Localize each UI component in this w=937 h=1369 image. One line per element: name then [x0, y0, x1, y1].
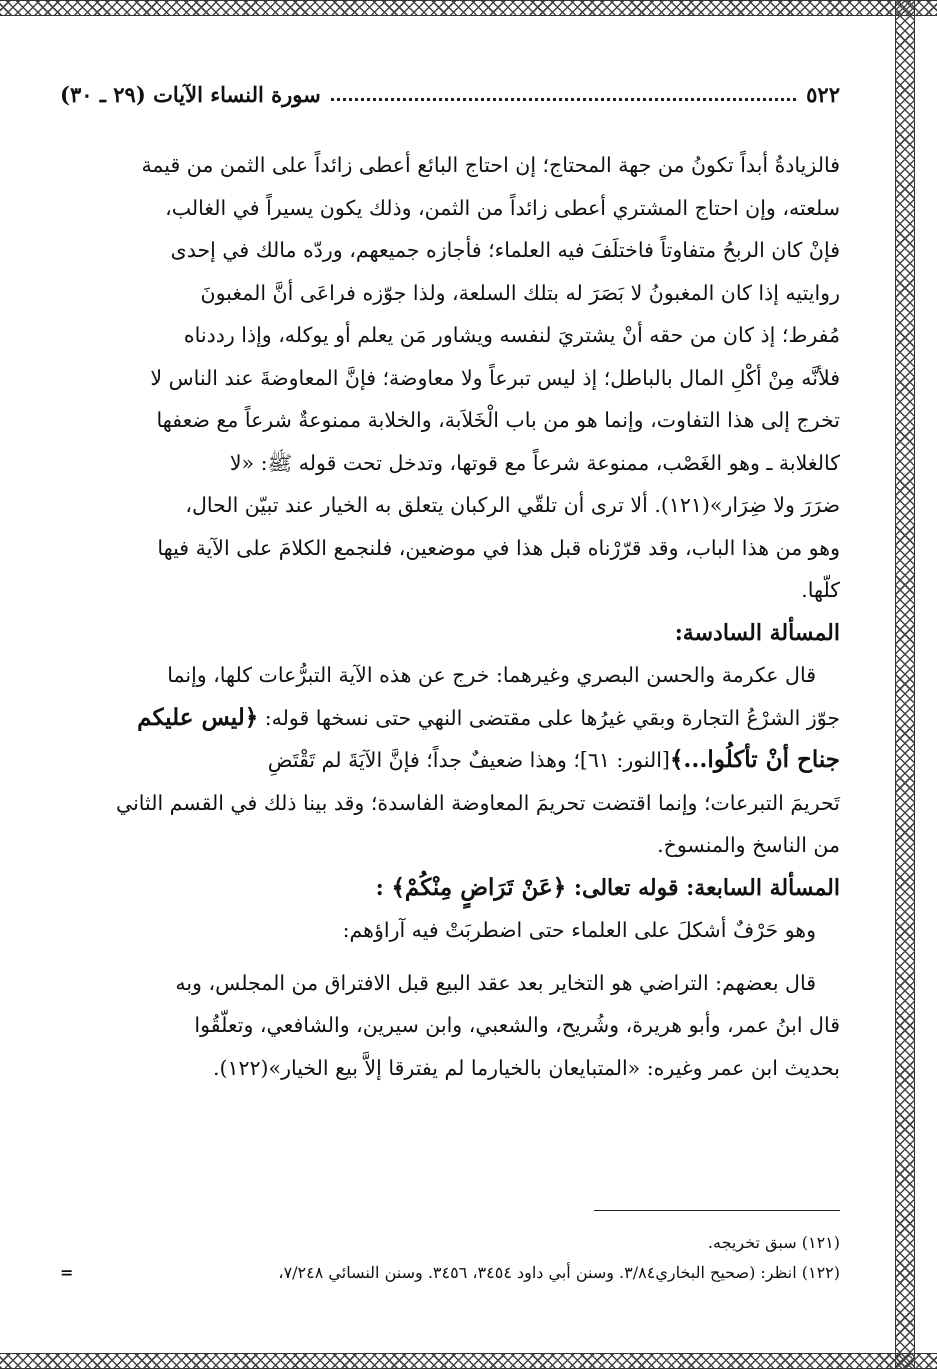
- paragraph-4: [60, 962, 840, 1090]
- paragraph-2: [60, 654, 840, 867]
- text-line: قال ابنُ عمر، وأبو هريرة، وشُريح، والشعبي، وابن سيرين، والشافعي، وتعلّقُوا: [194, 1013, 840, 1037]
- right-ornamental-border: [895, 0, 915, 1369]
- text-line: تَحريمَ التبرعات؛ وإنما اقتضت تحريمَ المعاوضة الفاسدة؛ وقد بينا ذلك في القسم الثاني: [115, 790, 840, 815]
- text-line: فالزيادةُ أبداً تكونُ من جهة المحتاج؛ إن احتاج البائع أعطى زائداً على الثمن من قيمة: [141, 153, 840, 177]
- running-title: سورة النساء الآيات (٢٩ ـ ٣٠): [60, 81, 321, 107]
- page-header: [60, 74, 840, 114]
- text-line: سلعته، وإن احتاج المشتري أعطى زائداً من الثمن، وذلك يكون يسيراً في الغالب،: [165, 195, 840, 220]
- quran-quote: ﴿ليس عليكم: [137, 703, 259, 731]
- text-line: قال بعضهم: التراضي هو التخاير بعد عقد البيع قبل الافتراق من المجلس، وبه: [175, 970, 816, 995]
- text-line: كالغلابة ـ وهو الغَصْب، ممنوعة شرعاً مع قوتها، وتدخل تحت قوله ﷺ: «لا: [229, 450, 840, 475]
- paragraph-1: [60, 144, 840, 612]
- heading-label: المسألة السابعة: قوله تعالى:: [573, 874, 840, 901]
- paragraph-3: وهو حَرْفٌ أشكلَ على العلماء حتى اضطربَتْ فيه آراؤهم:: [342, 918, 816, 942]
- text-line: وهو من هذا الباب، وقد قرّرْناه قبل هذا في موضعين، فلنجمع الكلامَ على الآية فيها: [157, 535, 840, 560]
- text-span: جوّز الشرْعُ التجارة وبقي غيرُها على مقتضى النهي حتى نسخها قوله:: [264, 705, 840, 730]
- footnotes: [60, 1228, 840, 1288]
- footnote-122: [60, 1258, 840, 1288]
- footnote-separator: [594, 1210, 840, 1211]
- book-page: [60, 14, 840, 1344]
- section-heading-7: [60, 867, 840, 910]
- page-number: ٥٢٢: [806, 81, 840, 107]
- text-line: من الناسخ والمنسوخ.: [657, 833, 840, 857]
- quran-quote: ﴿عَنْ تَرَاضٍ مِنْكُمْ﴾: [391, 873, 567, 901]
- footnote-121: (١٢١) سبق تخريجه.: [707, 1233, 840, 1252]
- heading-colon: :: [375, 874, 384, 901]
- bottom-ornamental-border: [0, 1353, 937, 1369]
- footnote-122-text: (١٢٢) انظر: (صحيح البخاري٣/٨٤. وسنن أبي داود ٣٤٥٤، ٣٤٥٦. وسنن النسائي ٧/٢٤٨،: [278, 1263, 840, 1282]
- continuation-mark: =: [60, 1263, 74, 1282]
- text-span: [النور: ٦١]؛ وهذا ضعيفٌ جداً؛ فإنَّ الآيَةَ لم تَقْتَضِ: [267, 748, 670, 772]
- section-heading-6: المسألة السادسة:: [674, 619, 840, 646]
- text-line: [60, 697, 840, 740]
- text-line: [60, 739, 840, 782]
- text-line: فإنْ كان الربحُ متفاوتاً فاختلَفَ فيه العلماء؛ فأجازه جميعهم، وردّه مالك في إحدى: [170, 238, 840, 262]
- header-dot-leader: [331, 98, 796, 101]
- quran-quote: جناح أنْ تأكلُوا...﴾: [669, 746, 840, 773]
- text-line: ضرَرَ ولا ضِرَار»(١٢١). ألا ترى أن تلقّي الركبان يتعلق به الخيار عند تبيّن الحال،: [185, 493, 840, 517]
- text-line: روايتيه إذا كان المغبونُ لا بَصَرَ له بتلك السلعة، ولذا جوّزه فراعَى أنَّ المغبونَ: [200, 280, 840, 305]
- text-line: مُفرط؛ إذ كان من حقه أنْ يشتريَ لنفسه ويشاور مَن يعلم أو يوكله، وإذا رددناه: [183, 323, 840, 347]
- text-line: تخرج إلى هذا التفاوت، وإنما هو من باب الْخَلاَبة، والخلابة ممنوعةٌ شرعاً مع ضعفها: [156, 408, 840, 432]
- text-line: قال عكرمة والحسن البصري وغيرهما: خرج عن هذه الآية التبرُّعات كلها، وإنما: [167, 663, 816, 687]
- paragraph-gap: [60, 952, 840, 962]
- text-line: فلأنَّه مِنْ أكْلِ المال بالباطل؛ إذ ليس تبرعاً ولا معاوضة؛ فإنَّ المعاوضةَ عند الناس لا: [150, 365, 840, 390]
- text-line: بحديث ابن عمر وغيره: «المتبايعان بالخيارما لم يفترقا إلاَّ بيع الخيار»(١٢٢).: [212, 1055, 840, 1080]
- text-line: كلّها.: [801, 578, 840, 602]
- page-body: [60, 144, 840, 1089]
